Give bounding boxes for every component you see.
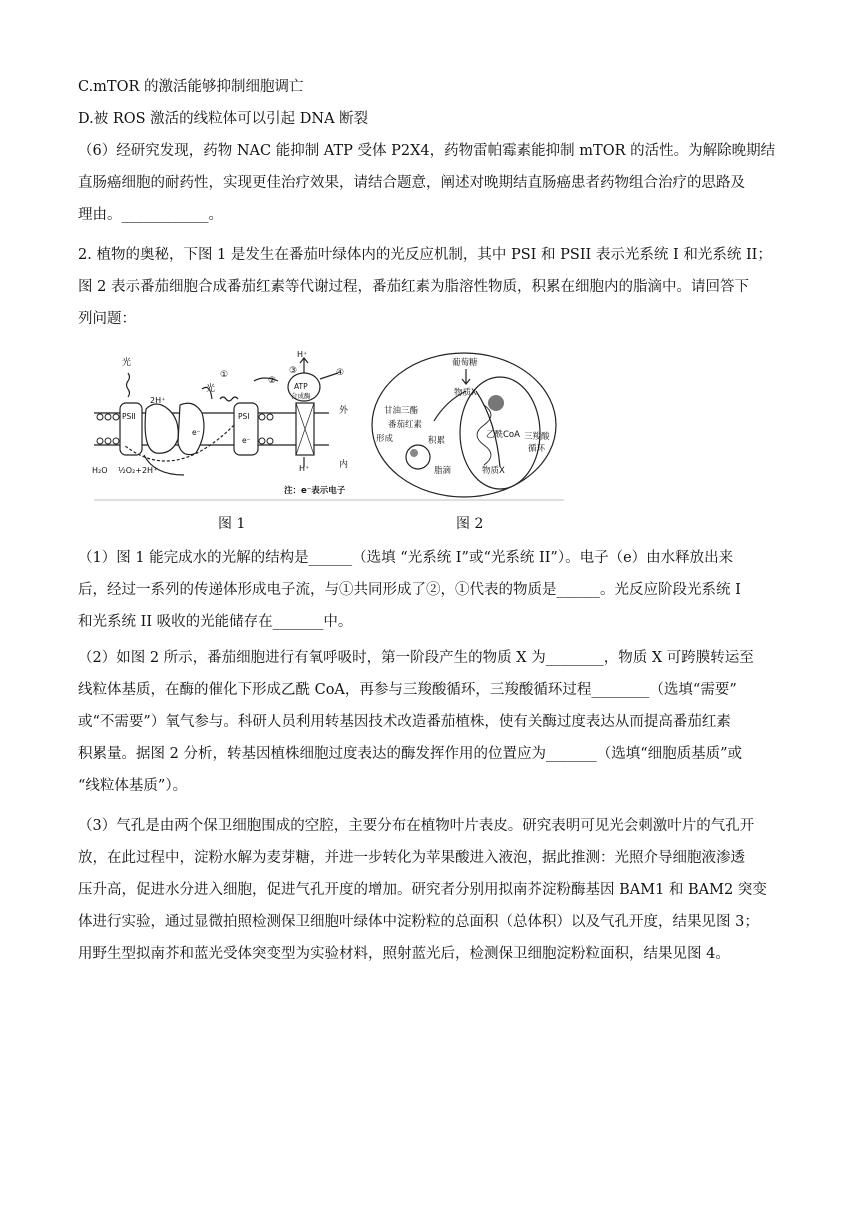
q2-line3: 或“不需要”）氧气参与。科研人员利用转基因技术改造番茄植株，使有关酶过度表达从而提高番茄红素	[78, 714, 731, 730]
label-h-bottom: H⁺	[299, 464, 310, 473]
label-synthase: 合成酶	[291, 392, 311, 400]
q3-line4: 体进行实验，通过显微拍照检测保卫细胞叶绿体中淀粉粒的总面积（总体积）以及气孔开度，结果见图 3；	[78, 914, 759, 930]
q2-intro-line1: 2. 植物的奥秘，下图 1 是发生在番茄叶绿体内的光反应机制，其中 PSI 和 PSII 表示光系统 I 和光系统 II；	[78, 247, 772, 263]
label-water: H₂O	[92, 466, 108, 475]
q3-line3: 压升高，促进水分进入细胞，促进气孔开度的增加。研究者分别用拟南芥淀粉酶基因 BAM1 和 BAM2 突变	[78, 882, 767, 898]
q6-line2: 直肠癌细胞的耐药性，实现更佳治疗效果，请结合题意，阐述对晚期结直肠癌患者药物组合治疗的思路及	[78, 175, 745, 191]
label-atp: ATP	[294, 382, 308, 391]
option-c: C.mTOR 的激活能够抑制细胞调亡	[78, 79, 304, 95]
label-substance-x-1: 物质X	[454, 388, 477, 398]
q6-line3: 理由。____________。	[78, 207, 223, 223]
q2-line4: 积累量。据图 2 分析，转基因植株细胞过度表达的酶发挥作用的位置应为_______（选填“细胞质基质”或	[78, 746, 743, 762]
label-glycerol: 甘油三酯	[384, 406, 419, 416]
option-d: D.被 ROS 激活的线粒体可以引起 DNA 断裂	[78, 111, 369, 127]
label-lycopene: 番茄红素	[388, 420, 423, 430]
label-circle-3: ③	[289, 366, 298, 376]
label-psii: PSII	[122, 412, 136, 421]
label-circle-1: ①	[220, 370, 229, 380]
q2-intro-line3: 列问题：	[78, 311, 136, 327]
label-cycle: 循环	[528, 444, 546, 454]
q2-line5: “线粒体基质”）。	[78, 778, 188, 794]
label-light-1: 光	[122, 358, 132, 368]
q2-intro-line2: 图 2 表示番茄细胞合成番茄红素等代谢过程，番茄红素为脂溶性物质，积累在细胞内的脂滴中。请回答下	[78, 279, 749, 295]
q1-line1: （1）图 1 能完成水的光解的结构是______（选填 “光系统 I”或“光系统 II”）。电子（e）由水释放出来	[78, 550, 734, 566]
q6-line1: （6）经研究发现，药物 NAC 能抑制 ATP 受体 P2X4，药物雷帕霉素能抑制 mTOR 的活性。为解除晚期结	[78, 143, 776, 159]
label-electron-2: e⁻	[242, 436, 251, 445]
label-formation: 形成	[376, 434, 394, 444]
q3-line1: （3）气孔是由两个保卫细胞围成的空腔，主要分布在植物叶片表皮。研究表明可见光会刺激叶片的气孔开	[78, 818, 755, 834]
figure-diagrams	[84, 345, 564, 505]
label-psi: PSI	[238, 412, 250, 421]
label-outside: 外	[339, 406, 349, 416]
label-acetyl-coa: 乙酰CoA	[486, 430, 520, 440]
label-droplet: 脂滴	[434, 466, 452, 476]
label-h-top: H⁺	[297, 350, 308, 359]
label-circle-4: ④	[336, 368, 345, 378]
label-inside: 内	[339, 460, 349, 470]
label-glucose: 葡萄糖	[452, 358, 478, 368]
label-light-2: 光	[206, 384, 216, 394]
q2-line1: （2）如图 2 所示，番茄细胞进行有氧呼吸时，第一阶段产生的物质 X 为________，物质 X 可跨膜转运至	[78, 650, 754, 666]
q2-line2: 线粒体基质，在酶的催化下形成乙酰 CoA，再参与三羧酸循环，三羧酸循环过程________（选填“需要”	[78, 682, 737, 698]
figures-area	[84, 345, 564, 510]
label-water-eq: ½O₂+2H⁺	[118, 466, 158, 475]
figure1-note: 注：e⁻表示电子	[284, 486, 346, 496]
q3-line2: 放，在此过程中，淀粉水解为麦芽糖，并进一步转化为苹果酸进入液泡，据此推测：光照介导细胞液渗透	[78, 850, 745, 866]
q1-line2: 后，经过一系列的传递体形成电子流，与①共同形成了②，①代表的物质是______。光反应阶段光系统 I	[78, 582, 741, 598]
q1-line3: 和光系统 II 吸收的光能储存在_______中。	[78, 614, 353, 630]
label-2h: 2H⁺	[150, 396, 166, 405]
label-circle-2: ②	[268, 376, 277, 386]
q3-line5: 用野生型拟南芥和蓝光受体突变型为实验材料，照射蓝光后，检测保卫细胞淀粉粒面积，结果见图 4。	[78, 946, 730, 962]
label-electron-1: e⁻	[192, 428, 201, 437]
label-tca: 三羧酸	[524, 432, 550, 442]
label-accumulate: 积累	[428, 436, 446, 446]
label-substance-x-2: 物质X	[482, 466, 505, 476]
figure1-caption: 图 1	[218, 516, 246, 532]
figure2-caption: 图 2	[456, 516, 484, 532]
